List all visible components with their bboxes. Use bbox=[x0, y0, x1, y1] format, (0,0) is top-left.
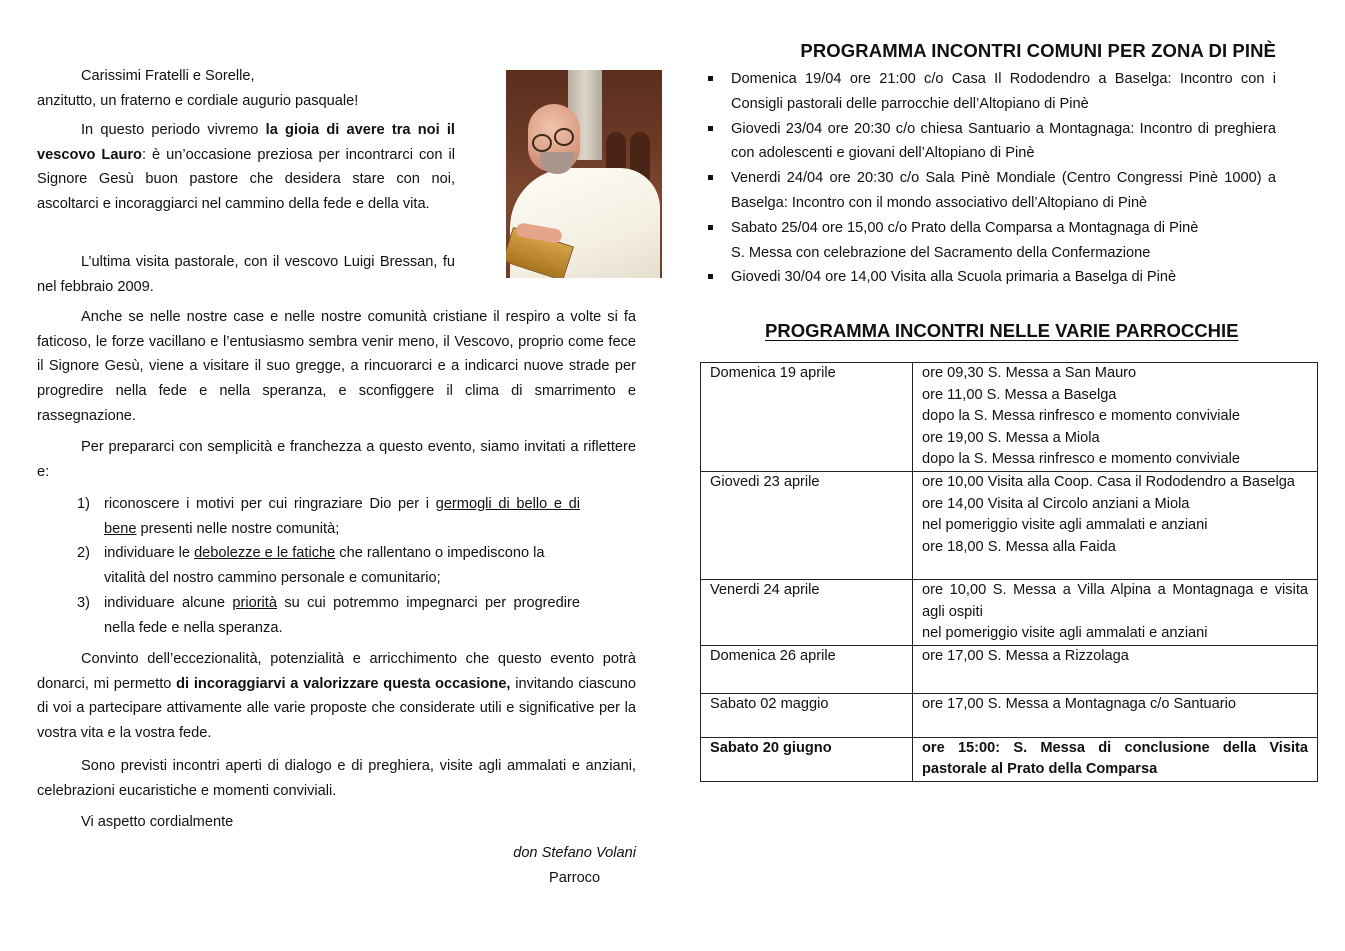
schedule-day: Sabato 02 maggio bbox=[701, 693, 913, 737]
letter-closing: Vi aspetto cordialmente bbox=[81, 814, 234, 830]
schedule-row bbox=[701, 645, 1318, 693]
reflection-item: 1) riconoscere i motivi per cui ringraziare Dio per i germogli di bello e di bene presenti nelle nostre comunità; bbox=[77, 496, 580, 537]
schedule-day: Sabato 20 giugno bbox=[701, 737, 913, 781]
letter-greeting: Carissimi Fratelli e Sorelle, bbox=[81, 68, 255, 84]
schedule-activity: ore 19,00 S. Messa a Miola bbox=[922, 429, 1100, 446]
schedule-activities bbox=[913, 471, 1318, 579]
reflection-item: 2) individuare le debolezze e le fatiche che rallentano o impediscono la vitalità del nostro cammino personale e comunitario; bbox=[77, 545, 545, 587]
schedule-activity: ore 10,00 Visita alla Coop. Casa il Rododendro a Baselga bbox=[922, 473, 1295, 490]
schedule-day: Domenica 19 aprile bbox=[701, 363, 913, 472]
schedule-activity: nel pomeriggio visite agli ammalati e anziani bbox=[922, 517, 1208, 534]
photo-glasses bbox=[532, 134, 552, 152]
schedule-row bbox=[701, 579, 1318, 645]
parish-program-title: PROGRAMMA INCONTRI NELLE VARIE PARROCCHIE bbox=[765, 320, 1239, 341]
letter-paragraph-6: Sono previsti incontri aperti di dialogo e di preghiera, visite agli ammalati e anziani, celebrazioni eucaristiche e momenti conviviali. bbox=[37, 758, 636, 799]
reflection-item: 3) individuare alcune priorità su cui potremmo impegnarci per progredire nella fede e nella speranza. bbox=[77, 594, 580, 636]
schedule-activities bbox=[913, 737, 1318, 781]
bullet-square-icon bbox=[708, 225, 713, 230]
schedule-activities bbox=[913, 645, 1318, 693]
schedule-row bbox=[701, 737, 1318, 781]
letter-paragraph-3: Anche se nelle nostre case e nelle nostre comunità cristiane il respiro a volte si fa faticoso, le forze vacillano e l’entusiasmo sembra venir meno, il Vescovo, proprio come fece il Signore Gesù, viene a visitare il suo gregge, a rincuorarci e a indicarci nuove strade per progredire nella fede e nella speranza, e sconfiggere il clima di smarrimento e rassegnazione. bbox=[37, 309, 636, 424]
zone-program-title: PROGRAMMA INCONTRI COMUNI PER ZONA DI PINÈ bbox=[800, 40, 1276, 61]
schedule-activity: ore 11,00 S. Messa a Baselga bbox=[922, 386, 1117, 403]
schedule-activities bbox=[913, 693, 1318, 737]
bullet-square-icon bbox=[708, 274, 713, 279]
schedule-day: Venerdi 24 aprile bbox=[701, 579, 913, 645]
schedule-row bbox=[701, 471, 1318, 579]
letter-paragraph-4: Per prepararci con semplicità e franchezza a questo evento, siamo invitati a riflettere e: bbox=[37, 439, 636, 480]
schedule-day: Domenica 26 aprile bbox=[701, 645, 913, 693]
letter-paragraph-2: L’ultima visita pastorale, con il vescovo Luigi Bressan, fu nel febbraio 2009. bbox=[37, 254, 455, 295]
parish-schedule-table bbox=[700, 362, 1318, 782]
schedule-activity: ore 18,00 S. Messa alla Faida bbox=[922, 538, 1116, 555]
bullet-square-icon bbox=[708, 76, 713, 81]
schedule-row bbox=[701, 363, 1318, 472]
schedule-activity: dopo la S. Messa rinfresco e momento conviviale bbox=[922, 451, 1240, 468]
schedule-activity: ore 09,30 S. Messa a San Mauro bbox=[922, 365, 1137, 381]
letter-paragraph-1: In questo periodo vivremo la gioia di avere tra noi il vescovo Lauro: è un’occasione preziosa per incontrarci con il Signore Gesù buon pastore che desidera stare con noi, ascoltarci e incoraggiarci nel cammino della fede e della vita. bbox=[37, 122, 455, 213]
schedule-day: Giovedi 23 aprile bbox=[701, 471, 913, 579]
zone-program-item: Sabato 25/04 ore 15,00 c/o Prato della Comparsa a Montagnaga di Pinè S. Messa con celebrazione del Sacramento della Confermazione bbox=[700, 216, 1276, 266]
letter-greeting-line2: anzitutto, un fraterno e cordiale augurio pasquale! bbox=[37, 93, 359, 109]
schedule-row bbox=[701, 693, 1318, 737]
schedule-activities bbox=[913, 579, 1318, 645]
schedule-activity: nel pomeriggio visite agli ammalati e anziani bbox=[922, 625, 1208, 642]
zone-program-list bbox=[700, 67, 1276, 290]
zone-program-item: Giovedi 23/04 ore 20:30 c/o chiesa Santuario a Montagnaga: Incontro di preghiera con adolescenti e giovani dell’Altopiano di Pinè bbox=[700, 117, 1276, 167]
bullet-square-icon bbox=[708, 175, 713, 180]
bullet-square-icon bbox=[708, 126, 713, 131]
zone-program-item: Venerdi 24/04 ore 20:30 c/o Sala Pinè Mondiale (Centro Congressi Pinè 1000) a Baselga: Incontro con il mondo associativo dell’Altopiano di Pinè bbox=[700, 166, 1276, 216]
signature-name: don Stefano Volani bbox=[513, 845, 636, 861]
schedule-activity: ore 17,00 S. Messa a Montagnaga c/o Santuario bbox=[922, 695, 1236, 712]
schedule-activity: ore 14,00 Visita al Circolo anziani a Miola bbox=[922, 495, 1190, 512]
reflection-list bbox=[77, 492, 580, 640]
schedule-activity: ore 17,00 S. Messa a Rizzolaga bbox=[922, 647, 1129, 664]
schedule-activity: ore 15:00: S. Messa di conclusione della Visita pastorale al Prato della Comparsa bbox=[922, 739, 1308, 778]
bishop-photo bbox=[506, 70, 662, 278]
schedule-activities bbox=[913, 363, 1318, 472]
letter-paragraph-5: Convinto dell’eccezionalità, potenzialità e arricchimento che questo evento potrà donarci, mi permetto di incoraggiarvi a valorizzare questa occasione, invitando ciascuno di voi a partecipare attivamente alle varie proposte che considerate utili e significative per la vostra vita e la vostra fede. bbox=[37, 651, 636, 742]
zone-program-item: Domenica 19/04 ore 21:00 c/o Casa Il Rododendro a Baselga: Incontro con i Consigli pastorali delle parrocchie dell’Altopiano di Pinè bbox=[700, 67, 1276, 117]
schedule-activity: dopo la S. Messa rinfresco e momento conviviale bbox=[922, 408, 1240, 425]
zone-program-item: Giovedi 30/04 ore 14,00 Visita alla Scuola primaria a Baselga di Pinè bbox=[700, 265, 1276, 290]
photo-glasses bbox=[554, 128, 574, 146]
signature-role: Parroco bbox=[549, 870, 601, 886]
schedule-activity: ore 10,00 S. Messa a Villa Alpina a Montagnaga e visita agli ospiti bbox=[922, 581, 1308, 620]
